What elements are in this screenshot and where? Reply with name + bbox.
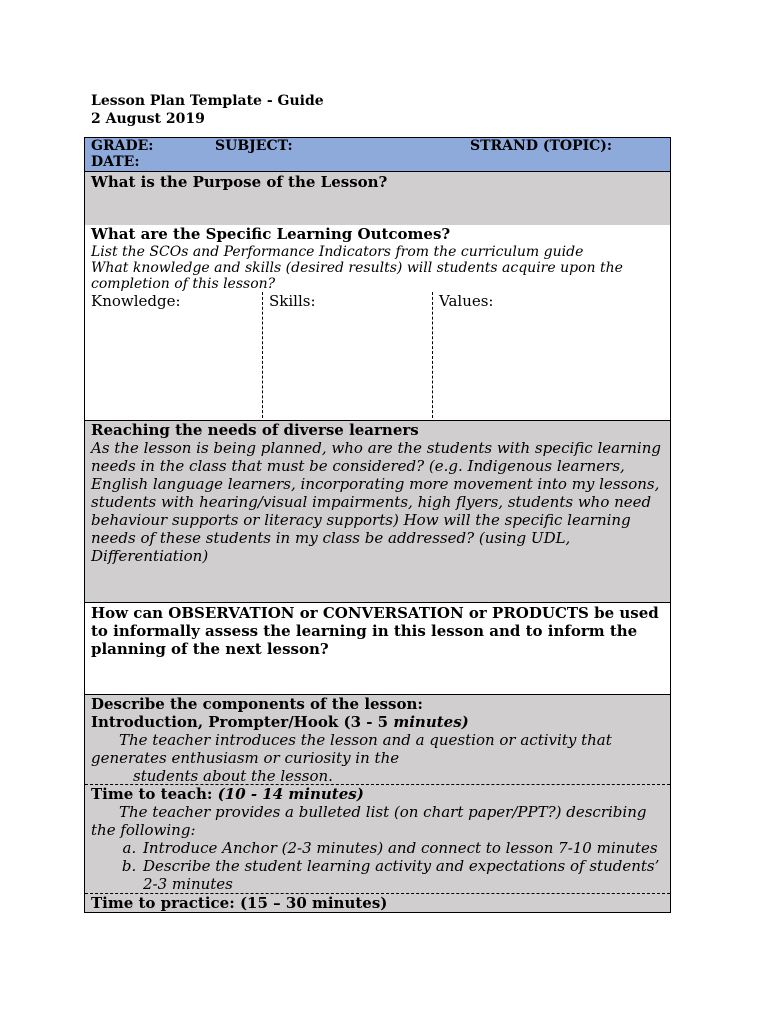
assessment-heading: How can OBSERVATION or CONVERSATION or PRODUCTS be used to informally assess the learning in this lesson and to inform the planning of the next lesson?	[91, 604, 659, 658]
purpose-heading: What is the Purpose of the Lesson?	[91, 173, 388, 191]
teach-item-a: a. Introduce Anchor (2-3 minutes) and connect to lesson 7-10 minutes	[141, 839, 664, 857]
teach-item-b: b. Describe the student learning activity and expectations of students’ 2-3 minutes	[141, 857, 664, 893]
outcomes-columns	[85, 292, 670, 418]
components-heading: Describe the components of the lesson:	[91, 695, 423, 713]
teach-body: The teacher provides a bulleted list (on chart paper/PPT?) describing the following:	[91, 803, 647, 839]
outcomes-row	[85, 225, 670, 420]
header-row	[85, 138, 670, 171]
components-row	[85, 694, 670, 785]
outcomes-line2: What knowledge and skills (desired results) will students acquire upon the completion of this lesson?	[91, 260, 623, 292]
document-header	[91, 92, 324, 128]
lesson-plan-table	[84, 137, 671, 913]
grade-label: GRADE:	[91, 138, 154, 154]
document-date: 2 August 2019	[91, 111, 205, 127]
document-title: Lesson Plan Template - Guide	[91, 93, 324, 109]
purpose-row	[85, 171, 670, 225]
knowledge-column: Knowledge:	[91, 292, 181, 310]
skills-column: Skills:	[262, 292, 432, 418]
intro-body: The teacher introduces the lesson and a question or activity that generates enthusiasm or curiosity in the	[91, 731, 612, 767]
assessment-row	[85, 602, 670, 694]
strand-label: STRAND (TOPIC):	[470, 138, 613, 154]
practice-row	[85, 894, 670, 912]
values-column: Values:	[432, 292, 670, 418]
intro-body-cont: students about the lesson.	[133, 767, 333, 785]
subject-label: SUBJECT:	[215, 138, 293, 154]
date-label: DATE:	[91, 154, 140, 170]
intro-label: Introduction, Prompter/Hook (3 - 5 minutes)	[91, 713, 469, 731]
practice-label: Time to practice: (15 – 30 minutes)	[91, 894, 388, 912]
teach-row	[85, 785, 670, 894]
teach-list	[91, 839, 664, 893]
diverse-learners-row	[85, 420, 670, 602]
diverse-heading: Reaching the needs of diverse learners	[91, 421, 419, 439]
outcomes-line1: List the SCOs and Performance Indicators from the curriculum guide	[91, 244, 584, 260]
teach-label: Time to teach: (10 - 14 minutes)	[91, 785, 364, 803]
outcomes-heading: What are the Specific Learning Outcomes?	[91, 225, 451, 243]
diverse-body: As the lesson is being planned, who are the students with specific learning needs in the class that must be considered? (e.g. Indigenous learners, English language learners, incorporating more movement into my lessons, students with hearing/visual impairments, high flyers, students who need behaviour supports or literacy supports) How will the specific learning needs of these students in my class be addressed? (using UDL, Differentiation)	[91, 439, 661, 565]
